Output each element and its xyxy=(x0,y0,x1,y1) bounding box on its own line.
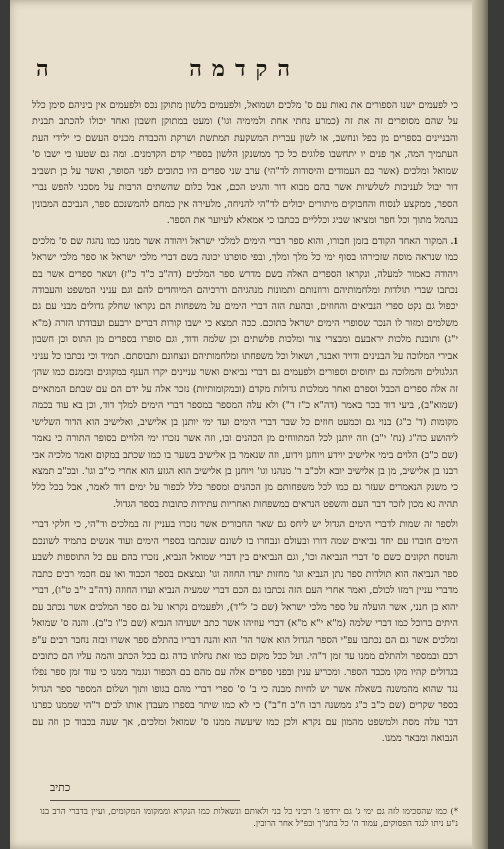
catchword: כתיב xyxy=(50,781,71,794)
paragraph-text: ולספר זה שמות לדברי הימים הגדול יש ליחס גם שאר החבורים אשר נזכרו בעניין זה במלכים וד"הי, כי חלקי דברי הימים חוברו עם יחד נביאים שמה דורו ובעולם ונבחרו בו לשונם שנכתבו בספרי הימים ועוד אנשים בתמיד לשונכם והנוסח תקונים כשם ס' דברי הנביאה וכו', וגם הנביאים בין דברי שמואל הנביא, נזכרו בהם עם כל התוספות לשבע ספר הנביאה הוא תולדות ספר נתן הנביא וגו' מחזות יעדו החוזה וגו' ונמצאם בספר הכבוד ואו עם חכמי רבים כתבה מדברי עניין רמזו לכולם, ואמר אחרי העם הזה נכתבו גם הכם דברי שמעיה הנביא ועדו החוזה (דה"ב י"ב ט"ו), דברי יהוא בן חנני, אשר הועלה על ספר מלכי ישראל (שם כ' ל"ד), ולפעמים נקראו על גם ספר המלכים אשר נכתב עם היתים ברוכל כמו דברי שלמה (מ"א י"א מ"א) דברי עוזיהו אשר כתב ישעיהו הנביא (שם כ"ו כ"ב). והנה ס' שמואל ומלכים אשר גם הם נכתבו עפ"י הספר הגדול הוא אשר הד' הוא והנה דבריו בהתלם ספר אשרו ובזה נחבר רבים ע"פ רבם ובמספר ולהתלם ממנו עד זמן ד"הי. ועל ככל מקום כמו זאת נחלתו בדה גם בכל הכתב והמה עליו הם כתובים בגדולים קהיו מקו מכבד הספר. ומכריע ענין ובפני ספרים אלה עם מהם בם הכפור ונגמר ממנו כי עוד זמן ספר נפלו נגד שהוא מהמשנה בשאלה אשר יש לחיות מבנה כי ב' ס' ספרי דברי מהם בגופו ותוך ושלום המספר ספר הגדול בספר שקרים (שם כ"ב כ"ג ממשנה רבו ח"ב ח"ב") כי לא כמו שיתר בספרו מעבדן אותו לבים ד"הי שממנו כפרנו דבר עלה מסת ולמשפט מהמון עם נקרא ולכן כמו שיעשה ממנו ס' שמואל ומלכים, אך שעה בכבוד כן וזה עם הנבואה ומבאר ממנו. xyxy=(32,519,458,745)
paragraph xyxy=(32,234,458,514)
paragraph-text: המקור האחד הקודם בזמן חבורו, והוא ספר דברי הימים למלכי ישראל ויהודה אשר ממנו כמו נהגה שם ס' מלכים כמו שנראה מוסה שזכירהו בסוף ימי כל מלך ומלך, ובפי סופרנו יכונה בשם דברי מלכי ישראל או ספר מלכי ישראל ויהודה כאמור למעלה, ונקראו הספרים האלה בשם מדרש ספר המלכים (דה"ב כ"ד כ"ז) ושאר ספרים אשר בם נכתבו שברי תולדות ומלחמותיהם ורוזנותם ותמונות מנהגיהם ודרכיהם המיוחדים להם וגם עניני המשפט והעבודה יכפול גם נקט ספרי הנביאים והחוזים, ובהעת הזה דברי הימים על משפחות הם נקראו שחלק גדולים מבני עם גם משלמים ומזור לו הנכר שסופרי הימים ישראל בתוכם. ככה תמצא כי ישבו קורות דברים ירבעם ועבודתו הזרה (מ"א י"ג) ותובנת מלכות יראבעם ומבצרי צור ומלכות פלשתים וכן שלמה ודוד, וגם סופרו בספרים מן התוס וכן חשבון אבירי המלוכה על הבנינים ודויד ואבנר, ושאול וכל משפחתו ומלחמותיהם ונצחונם ותבוסתם. תמיד וכי נכתבו כל עניני הגלגולים והמלוכה גם יחוסים וספורים ולפעמים גם דברי נביאים ואשר עניינים יקרו הענף במקוגים ובזמנם כמו שהן׳ זה אלה ספרים הכבל וספרם ואחר ממלכות גדולות מקדם (ובמקומותיות) נזכר אלה על ידם הם עם שבתם המתאיים (שמוא"ב), ביעי דוד בכר באמר (דה"א כ"ז ד") ולא עלה המספר במספר דברי הימים למלך דוד, וכן בא עוד בכמה מקומות (ד' כ"ג) בנוי גם וכמעט חוזים כל שבר דברי הימים ועד ימי יותנן בן אלישיב, ואלישיב הוא הדור השלישי ליהושע כה"ג (נח' י"ב) וזה יותנן לכל המתווחים מן הכהנים ובו, וזה אשר נזכרו ימי הלויים בסופר התורה כי נאמר (שם כ"ב) הלוים בימי אלישיב יוידע ויוחנן וידוע, וזה שנאמר בן אלישיב בשער בו כמו שכתב במקום ואמר מלכיה אבי רבנו בן אלישיב, מן בן אלישיב יובא ולכ"ב ר' מנהנו וגו' ויוחנן בן אלישיב הוא הגזע הוא אחרי כי"ב וגו'. ובכ"ב תמצא כי משנק הנאמרים שעזר גם כמו לכל משפחותם מן הכהנים ומספר כלל לכפור על ימים דוד לאמר, אבל בכל כלל תהיה נא מכון לזכר דבר העם והשפט הנראים במשפחות ואחריות עתידות כתובות בספר הגדול. xyxy=(32,235,458,510)
book-binding xyxy=(472,0,488,849)
page-title: הקדמה xyxy=(189,56,300,82)
page-header xyxy=(30,52,460,88)
paragraph-text: כי לפעמים ישנו הספורים את נאות עם ס' מלכים ושמואל, ולפעמים בלשון מתוקן נכס ולפעמים אין ביניהם סימן כלל על שהם מסופרים זה את זה (כמרע נחתי אחת ולמימיה וגו') ומעט במתוקן חשבון ואחד יכולו להכתב תבנית והבניינים בספרים מן כפל ונחשב, או לשון עברית המשקעת תמתשת ושרקת והכבדת מכניס העשם כי ילידי העת העתמיך המה, אך פנים יו יתחשבו פלוגים כל כך ממשנקן הלשון בספרי קדם הקדמנים. ומה גם שטעו כי ישבו ס' שמואל ומלכים (אשר כם העמודים והיסודות לד"הי) ערב שני ספרים היו כתובים לפני הסופר, ואשר על כן תשביב דור יבול לעניבות לשלשיות אשר בהם מבוא דור והגיט הכם, אבל כלום שהשתים הרבות על מסכני להפש נברי הספר, ממקצע לנסוח והחבוקים מיתורים יכולים לד"הי להניחה, מלעירה אין כמחם להמשנכם ספר, הנביכם המבונין בנהמל מתוך וכל חפר ומציאו שביג וכלליים בכתבו כי אמאלא לעיוער את הספר. xyxy=(32,100,458,227)
footnote: *) כמו שהסכימו לזה גם ימי ג' גם ירדפו ג' רביני כל בני ולאותם ונשאלות כמו הנקרא וממקומו המקומים, ועיין בדברי הרב בנו נ"ע ניתו לנגד הפסוקים, עמוד ה' כל בתנ"ך ובפ"ל אחר הרובין. xyxy=(40,807,458,829)
paragraph xyxy=(32,517,458,747)
paragraph xyxy=(32,98,458,230)
book-page xyxy=(10,0,488,849)
footnote-rule xyxy=(50,800,240,801)
section-number: 1. xyxy=(450,235,458,247)
page-number: ה xyxy=(36,56,49,82)
body-text xyxy=(32,98,458,748)
